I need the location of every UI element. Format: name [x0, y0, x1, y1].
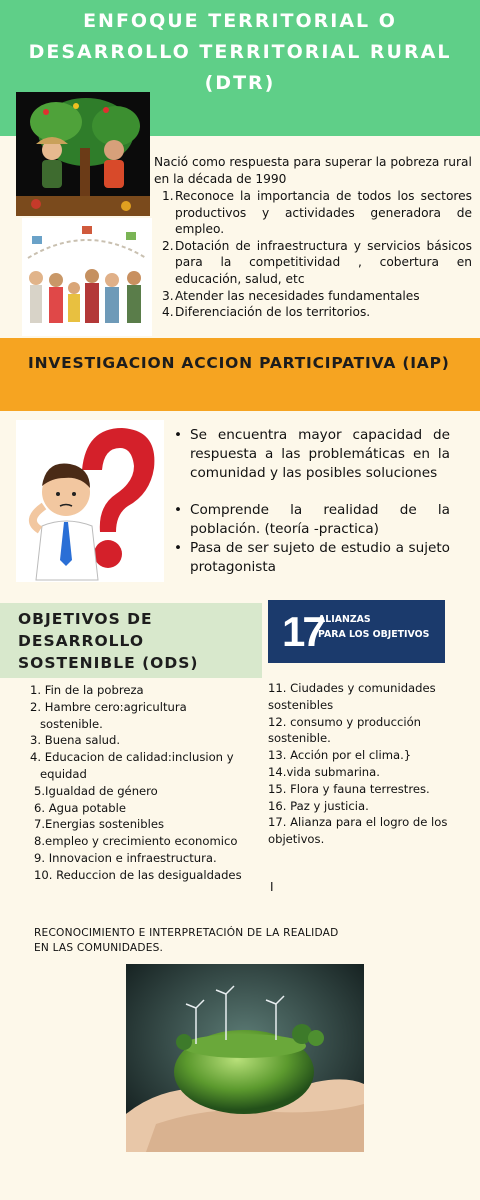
item-number: 2.	[162, 238, 174, 253]
list-item: • Comprende la realidad de la población. (teoría -practica)	[174, 502, 450, 537]
item-number: 4.	[162, 305, 174, 320]
ods-list-left	[26, 682, 258, 884]
list-item	[162, 304, 472, 321]
ods-title: OBJETIVOS DE DESARROLLO SOSTENIBLE (ODS)	[18, 610, 199, 672]
list-item: 15. Flora y fauna terrestres.	[268, 781, 430, 796]
bullet-text: Se encuentra mayor capacidad de respuesta a las problemáticas en la comunidad y las posibles soluciones	[190, 427, 450, 481]
list-item	[162, 288, 472, 305]
badge-text-line: PARA LOS OBJETIVOS	[318, 629, 430, 640]
confused-man-question-mark-illustration	[16, 420, 164, 582]
badge-text	[318, 612, 438, 642]
reconocimiento-line: EN LAS COMUNIDADES.	[34, 942, 164, 954]
list-item: • Pasa de ser sujeto de estudio a sujeto protagonista	[174, 540, 450, 575]
item-text: Atender las necesidades fundamentales	[175, 288, 420, 303]
item-number: 3.	[162, 288, 174, 303]
list-item: 17. Alianza para el logro de los objetivos.	[268, 815, 448, 847]
stray-character: I	[270, 880, 274, 894]
list-item: 3. Buena salud.	[30, 733, 121, 748]
dtr-title: ENFOQUE TERRITORIAL O DESARROLLO TERRITORIAL RURAL (DTR)	[28, 10, 452, 94]
list-item	[162, 188, 472, 238]
bullet-text: Comprende la realidad de la población. (teoría -practica)	[190, 502, 450, 537]
rural-forest-illustration	[16, 92, 150, 216]
badge-text-line: ALIANZAS	[318, 614, 371, 625]
list-item: 7.Energias sostenibles	[34, 817, 165, 832]
list-item: 10. Reduccion de las desigualdades	[34, 867, 242, 882]
list-item: 12. consumo y producción sostenible.	[268, 714, 422, 746]
list-item	[162, 238, 472, 288]
list-item: • Se encuentra mayor capacidad de respuesta a las problemáticas en la comunidad y las posibles soluciones	[174, 427, 450, 481]
community-people-illustration	[22, 218, 152, 336]
list-item: 16. Paz y justicia.	[268, 798, 369, 813]
list-item: 4. Educacion de calidad:inclusion y	[30, 750, 234, 765]
list-item: 9. Innovacion e infraestructura.	[34, 850, 217, 865]
badge-number: 17	[282, 608, 323, 655]
list-item: 2. Hambre cero:agricultura	[30, 699, 187, 714]
list-item: 5.Igualdad de género	[34, 783, 158, 798]
iap-band	[0, 338, 480, 411]
reconocimiento-text	[34, 926, 394, 956]
item-text: Dotación de infraestructura y servicios básicos para la competitividad , cobertura en educación, salud, etc	[175, 238, 472, 286]
list-item: 13. Acción por el clima.}	[268, 748, 412, 763]
iap-title: INVESTIGACION ACCION PARTICIPATIVA (IAP)	[28, 354, 450, 372]
dtr-list	[162, 188, 472, 321]
list-item: 11. Ciudades y comunidades sostenibles	[268, 681, 436, 712]
dtr-intro: Nació como respuesta para superar la pobreza rural en la década de 1990	[154, 155, 472, 186]
list-item: sostenible.	[40, 716, 103, 731]
ods-list-right	[268, 680, 474, 848]
list-item: equidad	[40, 766, 87, 781]
iap-bullets	[174, 426, 450, 577]
item-text: Reconoce la importancia de todos los sectores productivos y actividades generadora de empleo.	[175, 189, 472, 237]
sdg-17-badge	[268, 600, 445, 663]
bullet-text: Pasa de ser sujeto de estudio a sujeto protagonista	[190, 540, 450, 575]
item-number: 1.	[162, 189, 174, 203]
hands-holding-earth-photo	[126, 964, 364, 1152]
list-item: 8.empleo y crecimiento economico	[34, 834, 238, 849]
reconocimiento-line: RECONOCIMIENTO E INTERPRETACIÓN DE LA REALIDAD	[34, 927, 339, 939]
list-item: 6. Agua potable	[34, 800, 126, 815]
list-item: 1. Fin de la pobreza	[30, 683, 144, 697]
list-item: 14.vida submarina.	[268, 764, 380, 779]
item-text: Diferenciación de los territorios.	[175, 305, 371, 320]
